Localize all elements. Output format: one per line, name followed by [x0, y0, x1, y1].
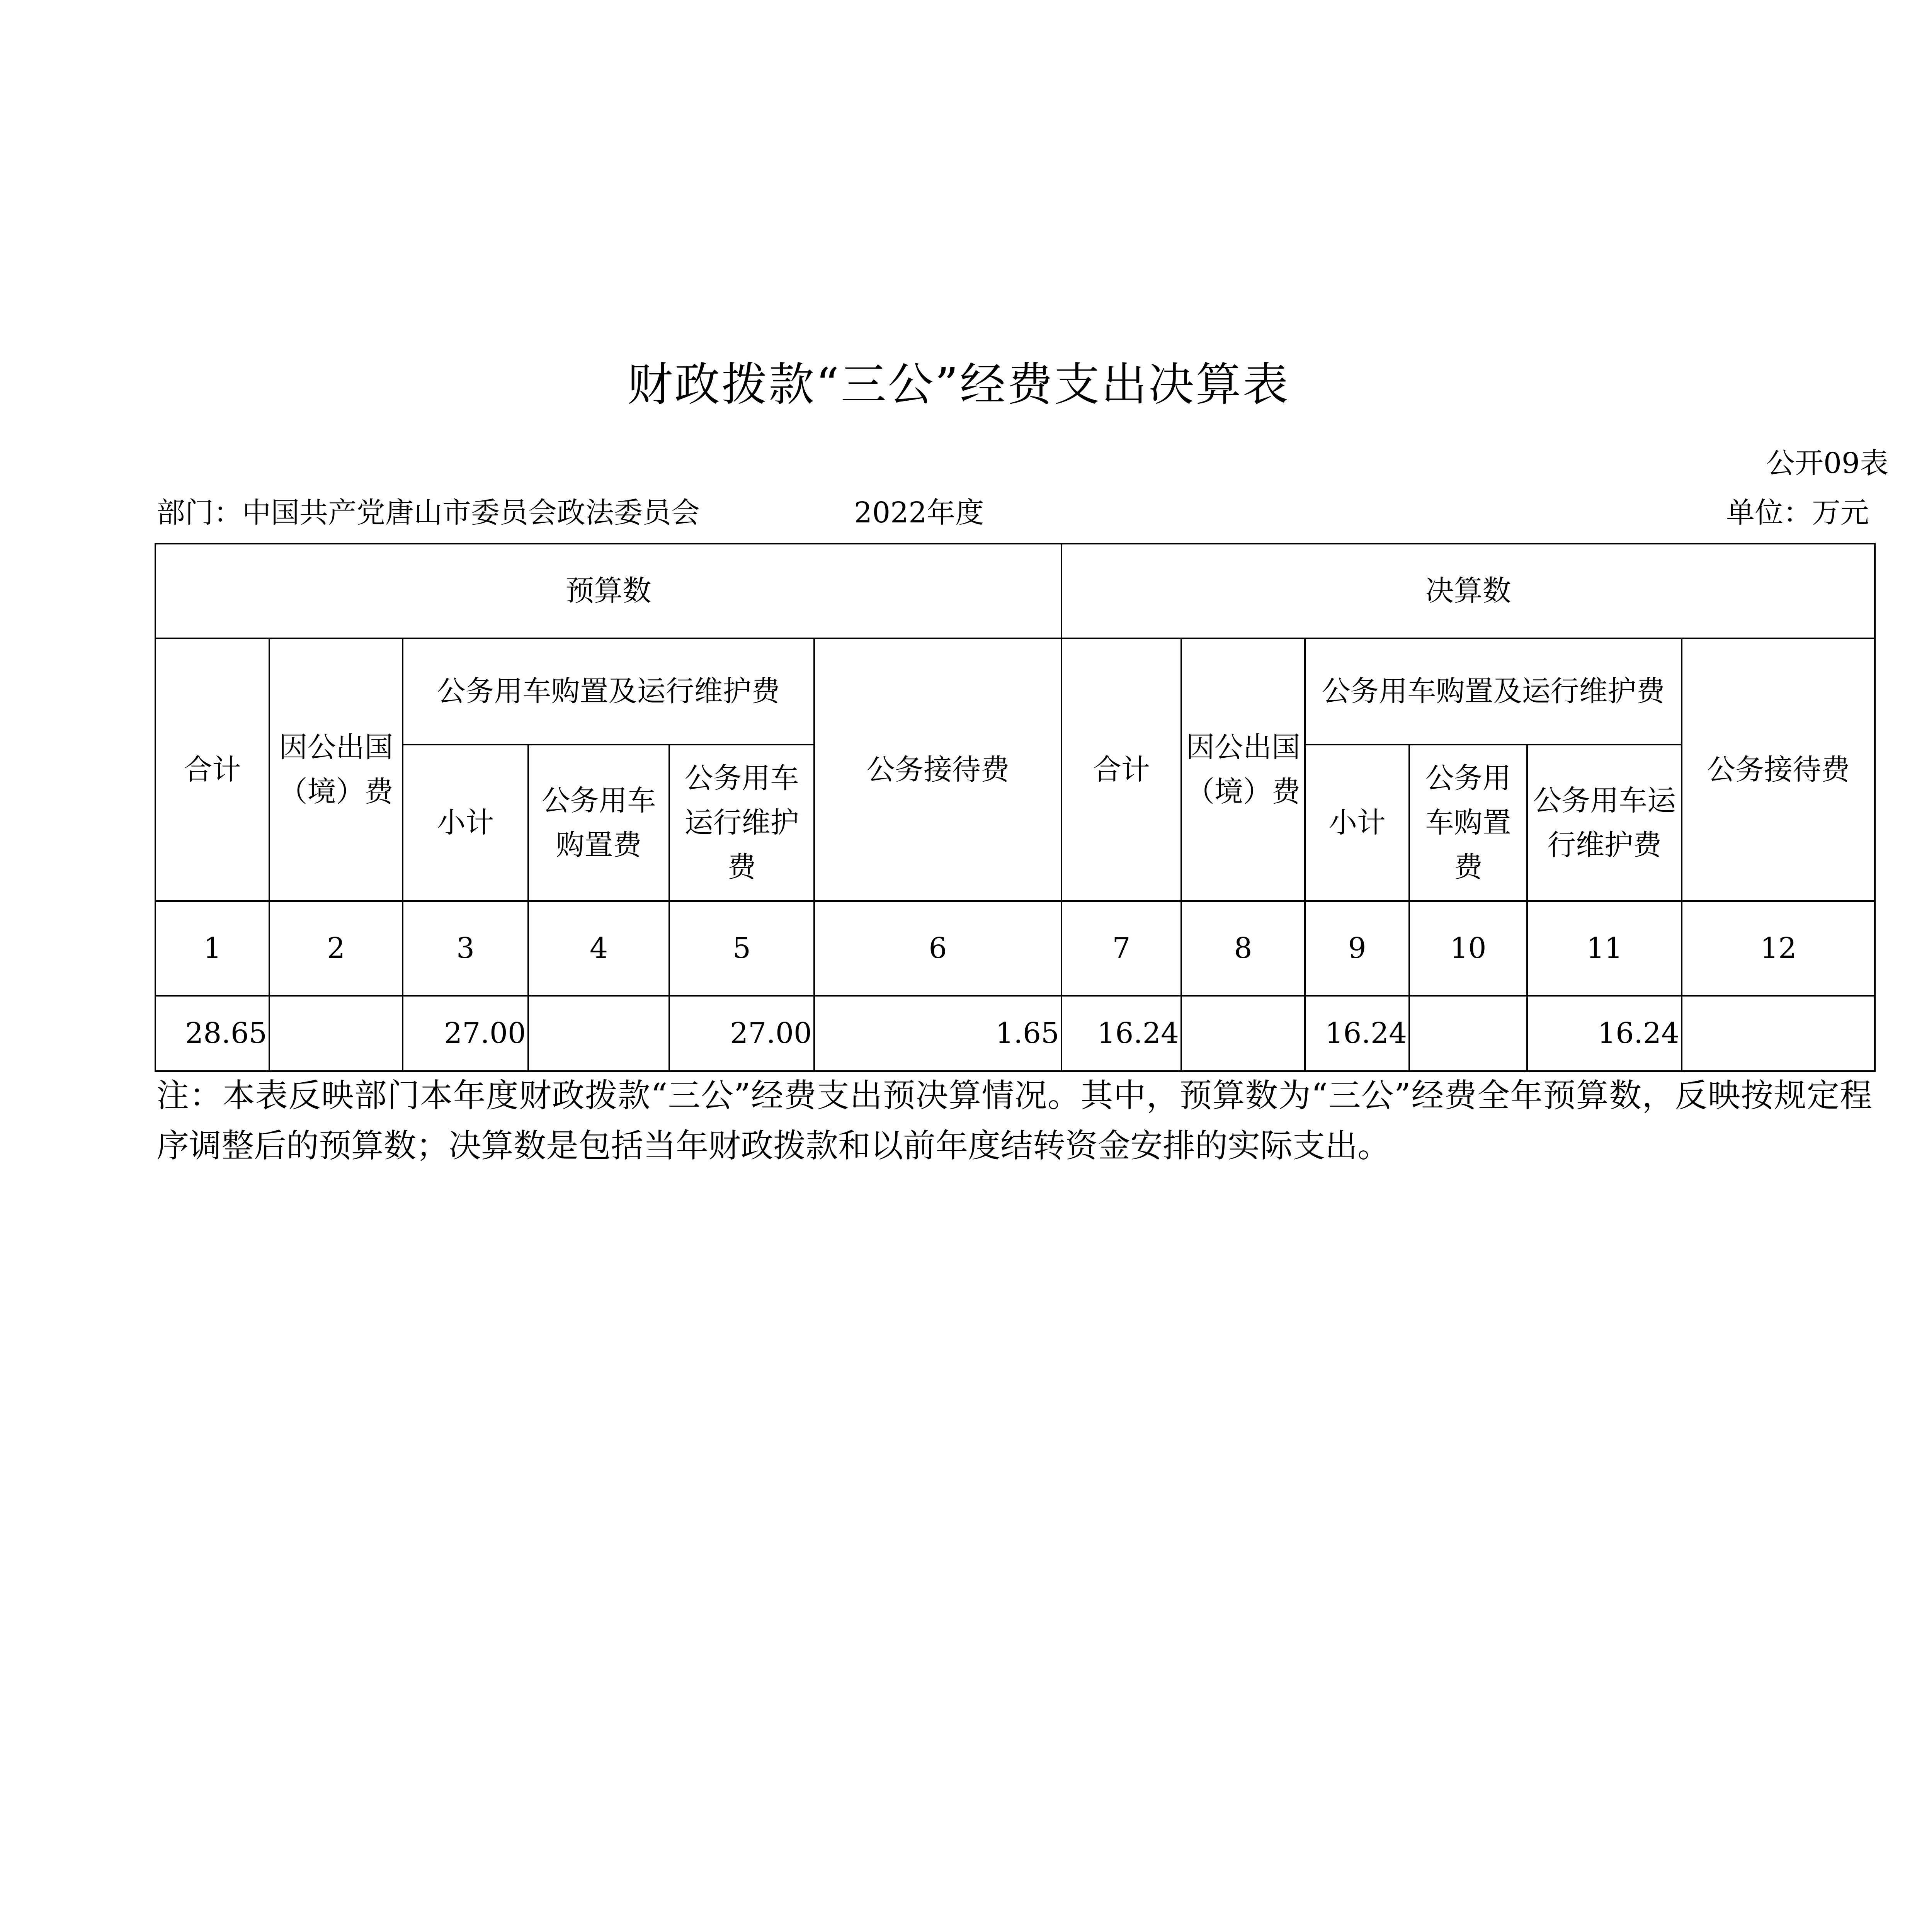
fiscal-year: 2022年度 [854, 496, 984, 529]
budget-reception-value: 1.65 [814, 996, 1061, 1071]
budget-total-header: 合计 [155, 638, 269, 901]
col-number: 12 [1682, 901, 1875, 996]
budget-total-value: 28.65 [155, 996, 269, 1071]
meta-row [156, 490, 1888, 529]
three-public-expenses-table [155, 543, 1876, 1072]
page-title: 财政拨款“三公”经费支出决算表 [627, 358, 1290, 411]
budget-reception-header: 公务接待费 [814, 638, 1061, 901]
final-group-header: 决算数 [1061, 544, 1875, 638]
final-total-header: 合计 [1061, 638, 1181, 901]
col-number: 9 [1305, 901, 1409, 996]
unit-label: 单位：万元 [1726, 496, 1869, 529]
budget-abroad-header: 因公出国（境）费 [269, 638, 403, 901]
budget-vehicle-operation-header: 公务用车运行维护费 [669, 745, 814, 901]
final-vehicle-purchase-value [1409, 996, 1527, 1071]
final-vehicle-header: 公务用车购置及运行维护费 [1305, 638, 1682, 745]
col-number: 5 [669, 901, 814, 996]
final-vehicle-operation-value: 16.24 [1527, 996, 1682, 1071]
final-subtotal-header: 小计 [1305, 745, 1409, 901]
budget-vehicle-purchase-header: 公务用车购置费 [528, 745, 669, 901]
budget-vehicle-header: 公务用车购置及运行维护费 [403, 638, 814, 745]
budget-subtotal-header: 小计 [403, 745, 528, 901]
final-reception-header: 公务接待费 [1682, 638, 1875, 901]
budget-abroad-value [269, 996, 403, 1071]
final-total-value: 16.24 [1061, 996, 1181, 1071]
budget-group-header: 预算数 [155, 544, 1061, 638]
final-abroad-header: 因公出国（境）费 [1181, 638, 1305, 901]
col-number: 8 [1181, 901, 1305, 996]
table-row [155, 996, 1875, 1071]
col-number: 10 [1409, 901, 1527, 996]
form-number: 公开09表 [1766, 447, 1888, 480]
col-number: 3 [403, 901, 528, 996]
budget-vehicle-purchase-value [528, 996, 669, 1071]
col-number: 11 [1527, 901, 1682, 996]
budget-vehicle-operation-value: 27.00 [669, 996, 814, 1071]
final-vehicle-operation-header: 公务用车运行维护费 [1527, 745, 1682, 901]
col-number: 1 [155, 901, 269, 996]
budget-subtotal-value: 27.00 [403, 996, 528, 1071]
final-subtotal-value: 16.24 [1305, 996, 1409, 1071]
col-number: 2 [269, 901, 403, 996]
final-reception-value [1682, 996, 1875, 1071]
table-note: 注：本表反映部门本年度财政拨款“三公”经费支出预决算情况。其中，预算数为“三公”经费全年预算数，反映按规定程序调整后的预算数；决算数是包括当年财政拨款和以前年度结转资金安排的实际支出。 [156, 1077, 1872, 1165]
column-number-row [155, 901, 1875, 996]
department-label: 部门：中国共产党唐山市委员会政法委员会 [156, 496, 700, 529]
final-vehicle-purchase-header: 公务用车购置费 [1409, 745, 1527, 901]
col-number: 6 [814, 901, 1061, 996]
col-number: 4 [528, 901, 669, 996]
col-number: 7 [1061, 901, 1181, 996]
final-abroad-value [1181, 996, 1305, 1071]
